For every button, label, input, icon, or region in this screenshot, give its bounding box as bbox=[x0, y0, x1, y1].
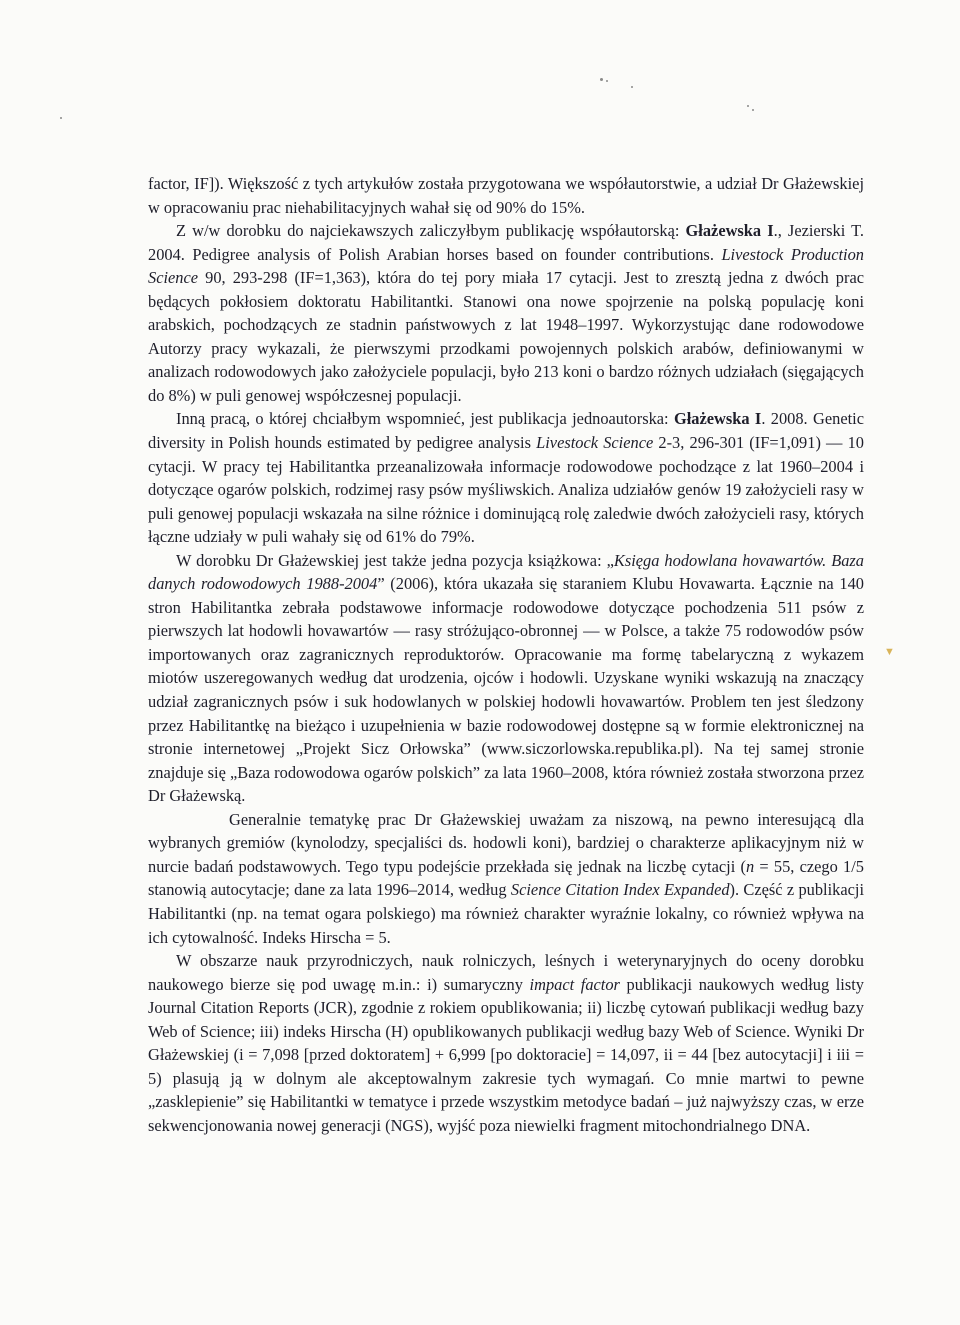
scan-speck bbox=[600, 78, 603, 81]
italic-text: Livestock Production Science bbox=[148, 244, 864, 288]
paragraph bbox=[148, 219, 864, 407]
italic-text: n bbox=[745, 856, 755, 876]
paragraph bbox=[148, 949, 864, 1137]
scan-speck bbox=[60, 117, 62, 119]
scan-speck bbox=[747, 105, 749, 107]
paragraph bbox=[148, 808, 864, 949]
scan-speck bbox=[752, 109, 754, 111]
text-run: W dorobku Dr Głażewskiej jest także jedna pozycja książkowa: „ bbox=[176, 550, 614, 570]
scan-mark: ▼ bbox=[884, 646, 895, 658]
paragraph bbox=[148, 407, 864, 548]
text-run: 2-3, 296-301 (IF=1,091) — 10 cytacji. W pracy tej Habilitantka przeanalizowała informacje rodowodowe pochodzące z lat 1960–2004 i dotyczące ogarów polskich, rodzimej rasy psów myśliwskich. Analiza udziałów genów 19 założycieli rasy w puli genowej populacji wskazała na silne różnice i dominującą rolę zaledwie dwóch założycieli rasy, których łączne udziały w puli wahały się od 61% do 79%. bbox=[148, 433, 864, 547]
scan-speck bbox=[631, 86, 633, 88]
italic-text: Science Citation Index Expanded bbox=[510, 880, 730, 900]
text-run: Inną pracą, o której chciałbym wspomnieć, jest publikacja jednoautorska: bbox=[176, 409, 674, 429]
text-run: . 2008. Genetic diversity in Polish hounds estimated by pedigree analysis bbox=[148, 409, 864, 453]
text-run: W obszarze nauk przyrodniczych, nauk rolniczych, leśnych i weterynaryjnych do oceny dorobku naukowego bierze się pod uwagę m.in.: i) sumaryczny bbox=[148, 951, 864, 994]
paragraph bbox=[148, 549, 864, 808]
text-run: ., Jezierski T. 2004. Pedigree analysis of Polish Arabian horses based on founder contributions. bbox=[148, 221, 864, 264]
text-run: factor, IF]). Większość z tych artykułów została przygotowana we współautorstwie, a udział Dr Głażewskiej w opracowaniu prac niehabilitacyjnych wahał się od 90% do 15%. bbox=[148, 174, 864, 217]
paragraph bbox=[148, 172, 864, 219]
bold-text: Głażewska I bbox=[685, 221, 774, 241]
italic-text: Livestock Science bbox=[536, 433, 654, 453]
text-run: = 55, czego 1/5 stanowią autocytacje; dane za lata 1996–2014, według bbox=[148, 856, 864, 900]
text-run: ” (2006), która ukazała się staraniem Klubu Hovawarta. Łącznie na 140 stron Habilitantka zebrała podstawowe informacje rodowodowe dotyczące pochodzenia 511 psów z pierwszych lat hodowli hovawartów — rasy stróżująco-obronnej — w Polsce, a także 75 rodowodów psów importowanych oraz zagranicznych reproduktorów. Opracowanie ma formę tabelaryczną z wykazem miotów uszeregowanych według dat urodzenia, ojców i hodowli. Uzyskane wyniki wskazują na znaczący udział zagranicznych psów i suk hodowlanych w polskiej hodowli hovawartów. Problem ten jest śledzony przez Habilitantkę na bieżąco i uzupełnienia w bazie rodowodowej dostępne są w formie elektronicznej na stronie internetowej „Projekt Sicz Orłowska” (www.siczorlowska.republika.pl). Na tej samej stronie znajduje się „Baza rodowodowa ogarów polskich” za lata 1960–2008, która również została stworzona przez Dr Głażewską. bbox=[148, 574, 864, 806]
text-run: Z w/w dorobku do najciekawszych zaliczyłbym publikację współautorską: bbox=[176, 221, 686, 241]
italic-text: Księga hodowlana hovawartów. Baza danych rodowodowych 1988-2004 bbox=[148, 550, 864, 594]
document-body bbox=[148, 172, 864, 1137]
italic-text: impact factor bbox=[529, 974, 620, 994]
text-run: Generalnie tematykę prac Dr Głażewskiej uważam za niszową, na pewno interesującą dla wybranych gremiów (kynolodzy, specjaliści ds. hodowli koni), bardziej o charakterze aplikacyjnym niż w nurcie badań podstawowych. Tego typu podejście przekłada się jednak na liczbę cytacji ( bbox=[148, 809, 864, 876]
bold-text: Głażewska I bbox=[673, 409, 762, 429]
text-run: publikacji naukowych według listy Journal Citation Reports (JCR), zgodnie z rokiem opublikowania; ii) liczbę cytowań publikacji według bazy Web of Science; iii) indeks Hirscha (H) opublikowanych publikacji według bazy Web of Science. Wyniki Dr Głażewskiej (i = 7,098 [przed doktoratem] + 6,999 [po doktoracie] = 14,097, ii = 44 [bez autocytacji] i iii = 5) plasują ją w dolnym ale akceptowalnym zakresie tych wymagań. Co mnie martwi to pewne „zasklepienie” się Habilitantki w tematyce i przede wszystkim metodyce badań – już najwyższy czas, w erze sekwencjonowania nowej generacji (NGS), wyjść poza niewielki fragment mitochondrialnego DNA. bbox=[148, 974, 864, 1135]
text-run: ). Część z publikacji Habilitantki (np. na temat ogara polskiego) ma również charakter wyraźnie lokalny, co również wpływa na ich cytowalność. Indeks Hirscha = 5. bbox=[148, 880, 864, 947]
text-run: 90, 293-298 (IF=1,363), która do tej pory miała 17 cytacji. Jest to zresztą jedna z dwóch prac będących pokłosiem doktoratu Habilitantki. Stanowi ona nowe spojrzenie na polską populację koni arabskich, pochodzących ze stadnin państwowych z lat 1948–1997. Wykorzystując dane rodowodowe Autorzy pracy wykazali, że pierwszymi przodkami powojennych polskich arabów, definiowanymi w analizach rodowodowych jako założyciele populacji, było 213 koni o bardzo różnych udziałach (sięgających do 8%) w puli genowej współczesnej populacji. bbox=[148, 268, 864, 405]
scan-speck bbox=[606, 80, 608, 82]
